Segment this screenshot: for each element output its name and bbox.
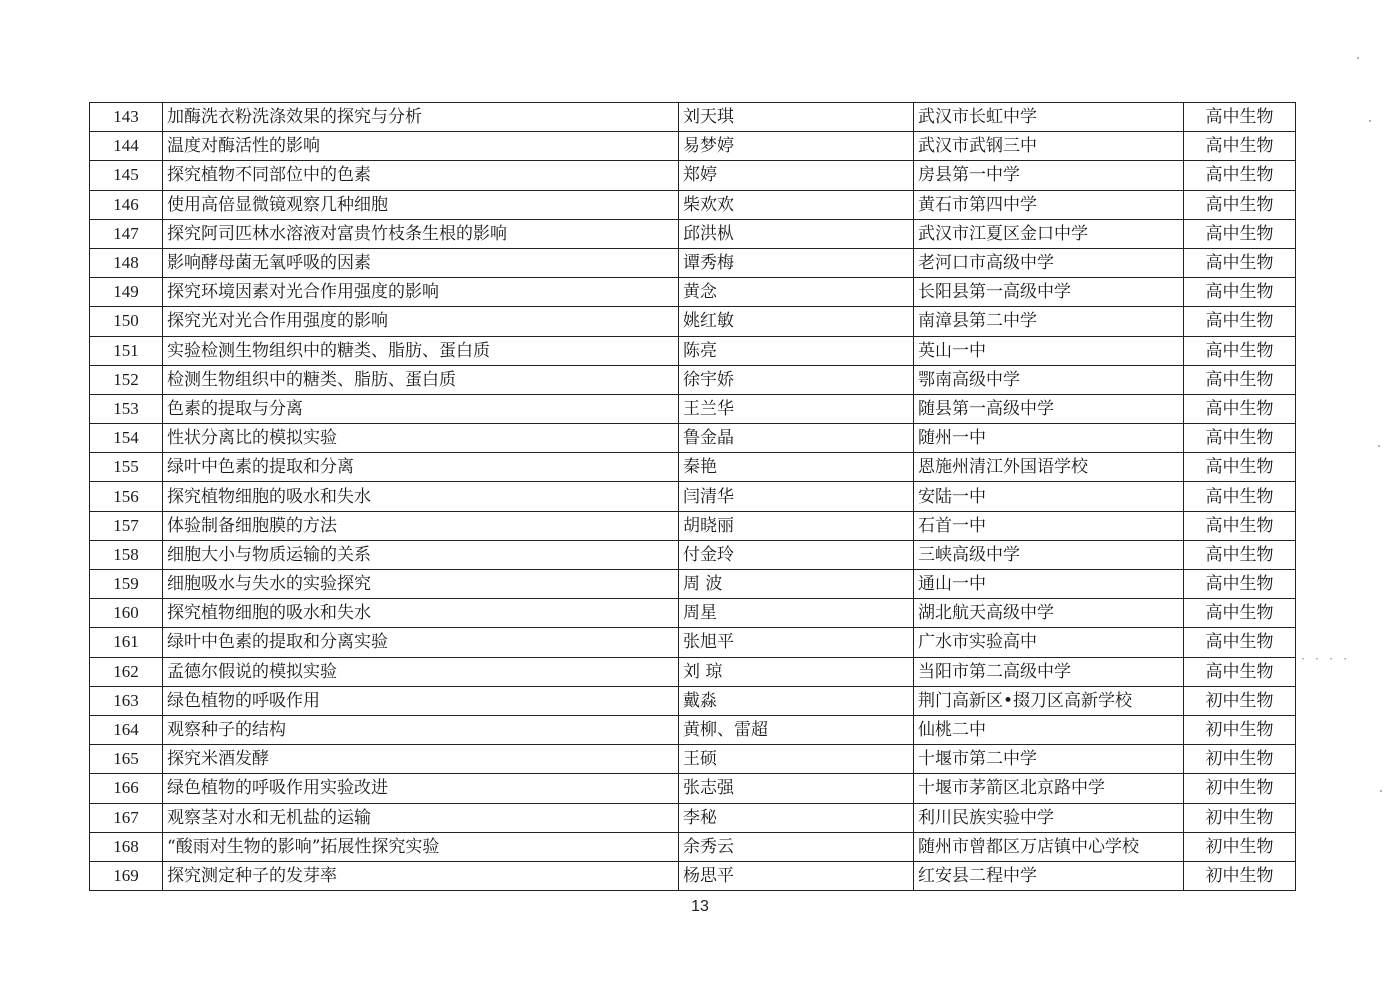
cell-school: 湖北航天高级中学 — [914, 599, 1184, 628]
cell-school: 安陆一中 — [914, 482, 1184, 511]
cell-author: 付金玲 — [679, 540, 914, 569]
cell-project-title: 绿叶中色素的提取和分离 — [163, 453, 679, 482]
cell-author: 王兰华 — [679, 394, 914, 423]
cell-project-title: 探究环境因素对光合作用强度的影响 — [163, 278, 679, 307]
cell-school: 红安县二程中学 — [914, 861, 1184, 890]
table-row — [90, 482, 1296, 511]
cell-project-title: 探究光对光合作用强度的影响 — [163, 307, 679, 336]
table-row — [90, 453, 1296, 482]
cell-author: 闫清华 — [679, 482, 914, 511]
table-row — [90, 219, 1296, 248]
table-row — [90, 832, 1296, 861]
table-row — [90, 248, 1296, 277]
cell-author: 周 波 — [679, 570, 914, 599]
table-row — [90, 628, 1296, 657]
cell-category: 高中生物 — [1184, 365, 1296, 394]
cell-author: 李秘 — [679, 803, 914, 832]
cell-author: 戴淼 — [679, 686, 914, 715]
results-table-body — [90, 103, 1296, 891]
cell-author: 杨思平 — [679, 861, 914, 890]
table-row — [90, 774, 1296, 803]
table-row — [90, 307, 1296, 336]
cell-number: 144 — [90, 132, 163, 161]
cell-category: 高中生物 — [1184, 599, 1296, 628]
table-row — [90, 365, 1296, 394]
cell-category: 初中生物 — [1184, 715, 1296, 744]
table-row — [90, 715, 1296, 744]
cell-project-title: 探究植物细胞的吸水和失水 — [163, 482, 679, 511]
table-row — [90, 745, 1296, 774]
cell-number: 153 — [90, 394, 163, 423]
scan-speck — [1369, 120, 1371, 122]
cell-project-title: 性状分离比的模拟实验 — [163, 424, 679, 453]
cell-project-title: 细胞大小与物质运输的关系 — [163, 540, 679, 569]
cell-author: 鲁金晶 — [679, 424, 914, 453]
cell-author: 王硕 — [679, 745, 914, 774]
cell-school: 鄂南高级中学 — [914, 365, 1184, 394]
cell-category: 高中生物 — [1184, 190, 1296, 219]
cell-author: 黄念 — [679, 278, 914, 307]
cell-school: 随州一中 — [914, 424, 1184, 453]
page-number: 13 — [691, 898, 709, 915]
cell-number: 156 — [90, 482, 163, 511]
cell-number: 158 — [90, 540, 163, 569]
cell-category: 高中生物 — [1184, 132, 1296, 161]
cell-category: 高中生物 — [1184, 248, 1296, 277]
cell-project-title: 绿叶中色素的提取和分离实验 — [163, 628, 679, 657]
cell-project-title: 绿色植物的呼吸作用实验改进 — [163, 774, 679, 803]
cell-school: 十堰市第二中学 — [914, 745, 1184, 774]
table-row — [90, 394, 1296, 423]
cell-author: 秦艳 — [679, 453, 914, 482]
cell-school: 仙桃二中 — [914, 715, 1184, 744]
cell-project-title: 探究植物细胞的吸水和失水 — [163, 599, 679, 628]
cell-number: 148 — [90, 248, 163, 277]
cell-school: 英山一中 — [914, 336, 1184, 365]
cell-number: 147 — [90, 219, 163, 248]
cell-author: 张旭平 — [679, 628, 914, 657]
cell-number: 146 — [90, 190, 163, 219]
cell-school: 房县第一中学 — [914, 161, 1184, 190]
cell-project-title: 探究测定种子的发芽率 — [163, 861, 679, 890]
cell-author: 刘天琪 — [679, 103, 914, 132]
results-table — [89, 102, 1296, 891]
cell-author: 刘 琼 — [679, 657, 914, 686]
cell-category: 高中生物 — [1184, 394, 1296, 423]
cell-project-title: 检测生物组织中的糖类、脂肪、蛋白质 — [163, 365, 679, 394]
cell-author: 郑婷 — [679, 161, 914, 190]
table-row — [90, 803, 1296, 832]
cell-category: 高中生物 — [1184, 540, 1296, 569]
table-row — [90, 686, 1296, 715]
cell-author: 黄柳、雷超 — [679, 715, 914, 744]
cell-number: 154 — [90, 424, 163, 453]
cell-project-title: 加酶洗衣粉洗涤效果的探究与分析 — [163, 103, 679, 132]
cell-number: 168 — [90, 832, 163, 861]
cell-category: 初中生物 — [1184, 832, 1296, 861]
cell-school: 长阳县第一高级中学 — [914, 278, 1184, 307]
cell-school: 武汉市武钢三中 — [914, 132, 1184, 161]
cell-category: 高中生物 — [1184, 657, 1296, 686]
cell-number: 157 — [90, 511, 163, 540]
cell-author: 邱洪枞 — [679, 219, 914, 248]
cell-school: 十堰市茅箭区北京路中学 — [914, 774, 1184, 803]
cell-category: 初中生物 — [1184, 861, 1296, 890]
cell-author: 姚红敏 — [679, 307, 914, 336]
scan-speck — [1378, 445, 1380, 447]
cell-project-title: 观察种子的结构 — [163, 715, 679, 744]
cell-number: 164 — [90, 715, 163, 744]
scan-dots-decoration: · · · · — [1300, 654, 1350, 665]
table-row — [90, 424, 1296, 453]
cell-author: 周星 — [679, 599, 914, 628]
cell-category: 高中生物 — [1184, 103, 1296, 132]
cell-author: 柴欢欢 — [679, 190, 914, 219]
cell-project-title: 探究阿司匹林水溶液对富贵竹枝条生根的影响 — [163, 219, 679, 248]
cell-project-title: 孟德尔假说的模拟实验 — [163, 657, 679, 686]
cell-number: 151 — [90, 336, 163, 365]
cell-author: 陈亮 — [679, 336, 914, 365]
cell-number: 169 — [90, 861, 163, 890]
cell-author: 徐宇娇 — [679, 365, 914, 394]
cell-category: 高中生物 — [1184, 161, 1296, 190]
cell-project-title: 探究植物不同部位中的色素 — [163, 161, 679, 190]
table-row — [90, 190, 1296, 219]
cell-category: 高中生物 — [1184, 511, 1296, 540]
table-row — [90, 657, 1296, 686]
cell-school: 利川民族实验中学 — [914, 803, 1184, 832]
cell-project-title: 实验检测生物组织中的糖类、脂肪、蛋白质 — [163, 336, 679, 365]
cell-project-title: 使用高倍显微镜观察几种细胞 — [163, 190, 679, 219]
table-row — [90, 570, 1296, 599]
cell-number: 159 — [90, 570, 163, 599]
cell-project-title: 细胞吸水与失水的实验探究 — [163, 570, 679, 599]
cell-author: 谭秀梅 — [679, 248, 914, 277]
cell-school: 黄石市第四中学 — [914, 190, 1184, 219]
cell-category: 初中生物 — [1184, 803, 1296, 832]
cell-author: 胡晓丽 — [679, 511, 914, 540]
cell-project-title: 色素的提取与分离 — [163, 394, 679, 423]
cell-school: 荆门高新区•掇刀区高新学校 — [914, 686, 1184, 715]
cell-number: 150 — [90, 307, 163, 336]
scan-speck — [1357, 57, 1359, 59]
cell-number: 145 — [90, 161, 163, 190]
cell-number: 143 — [90, 103, 163, 132]
cell-school: 武汉市长虹中学 — [914, 103, 1184, 132]
cell-project-title: 观察茎对水和无机盐的运输 — [163, 803, 679, 832]
table-row — [90, 540, 1296, 569]
table-row — [90, 161, 1296, 190]
cell-school: 石首一中 — [914, 511, 1184, 540]
cell-school: 当阳市第二高级中学 — [914, 657, 1184, 686]
cell-school: 恩施州清江外国语学校 — [914, 453, 1184, 482]
cell-category: 高中生物 — [1184, 219, 1296, 248]
cell-number: 155 — [90, 453, 163, 482]
table-row — [90, 336, 1296, 365]
cell-category: 初中生物 — [1184, 774, 1296, 803]
cell-school: 老河口市高级中学 — [914, 248, 1184, 277]
cell-author: 余秀云 — [679, 832, 914, 861]
cell-category: 高中生物 — [1184, 453, 1296, 482]
cell-category: 高中生物 — [1184, 628, 1296, 657]
cell-author: 张志强 — [679, 774, 914, 803]
table-row — [90, 861, 1296, 890]
scan-speck — [1380, 790, 1382, 792]
cell-category: 高中生物 — [1184, 570, 1296, 599]
cell-school: 通山一中 — [914, 570, 1184, 599]
cell-author: 易梦婷 — [679, 132, 914, 161]
cell-project-title: 绿色植物的呼吸作用 — [163, 686, 679, 715]
cell-category: 高中生物 — [1184, 336, 1296, 365]
cell-school: 武汉市江夏区金口中学 — [914, 219, 1184, 248]
cell-project-title: 温度对酶活性的影响 — [163, 132, 679, 161]
cell-number: 163 — [90, 686, 163, 715]
cell-school: 广水市实验高中 — [914, 628, 1184, 657]
cell-number: 166 — [90, 774, 163, 803]
cell-category: 初中生物 — [1184, 745, 1296, 774]
cell-number: 160 — [90, 599, 163, 628]
cell-number: 167 — [90, 803, 163, 832]
cell-category: 高中生物 — [1184, 307, 1296, 336]
cell-project-title: 探究米酒发酵 — [163, 745, 679, 774]
cell-number: 162 — [90, 657, 163, 686]
cell-category: 高中生物 — [1184, 278, 1296, 307]
cell-project-title: “酸雨对生物的影响”拓展性探究实验 — [163, 832, 679, 861]
table-row — [90, 599, 1296, 628]
table-row — [90, 278, 1296, 307]
cell-number: 165 — [90, 745, 163, 774]
cell-number: 161 — [90, 628, 163, 657]
cell-school: 随州市曾都区万店镇中心学校 — [914, 832, 1184, 861]
cell-category: 高中生物 — [1184, 482, 1296, 511]
cell-school: 三峡高级中学 — [914, 540, 1184, 569]
cell-number: 152 — [90, 365, 163, 394]
cell-project-title: 影响酵母菌无氧呼吸的因素 — [163, 248, 679, 277]
table-row — [90, 511, 1296, 540]
cell-school: 随县第一高级中学 — [914, 394, 1184, 423]
cell-category: 初中生物 — [1184, 686, 1296, 715]
table-row — [90, 103, 1296, 132]
cell-project-title: 体验制备细胞膜的方法 — [163, 511, 679, 540]
table-row — [90, 132, 1296, 161]
cell-category: 高中生物 — [1184, 424, 1296, 453]
cell-school: 南漳县第二中学 — [914, 307, 1184, 336]
cell-number: 149 — [90, 278, 163, 307]
